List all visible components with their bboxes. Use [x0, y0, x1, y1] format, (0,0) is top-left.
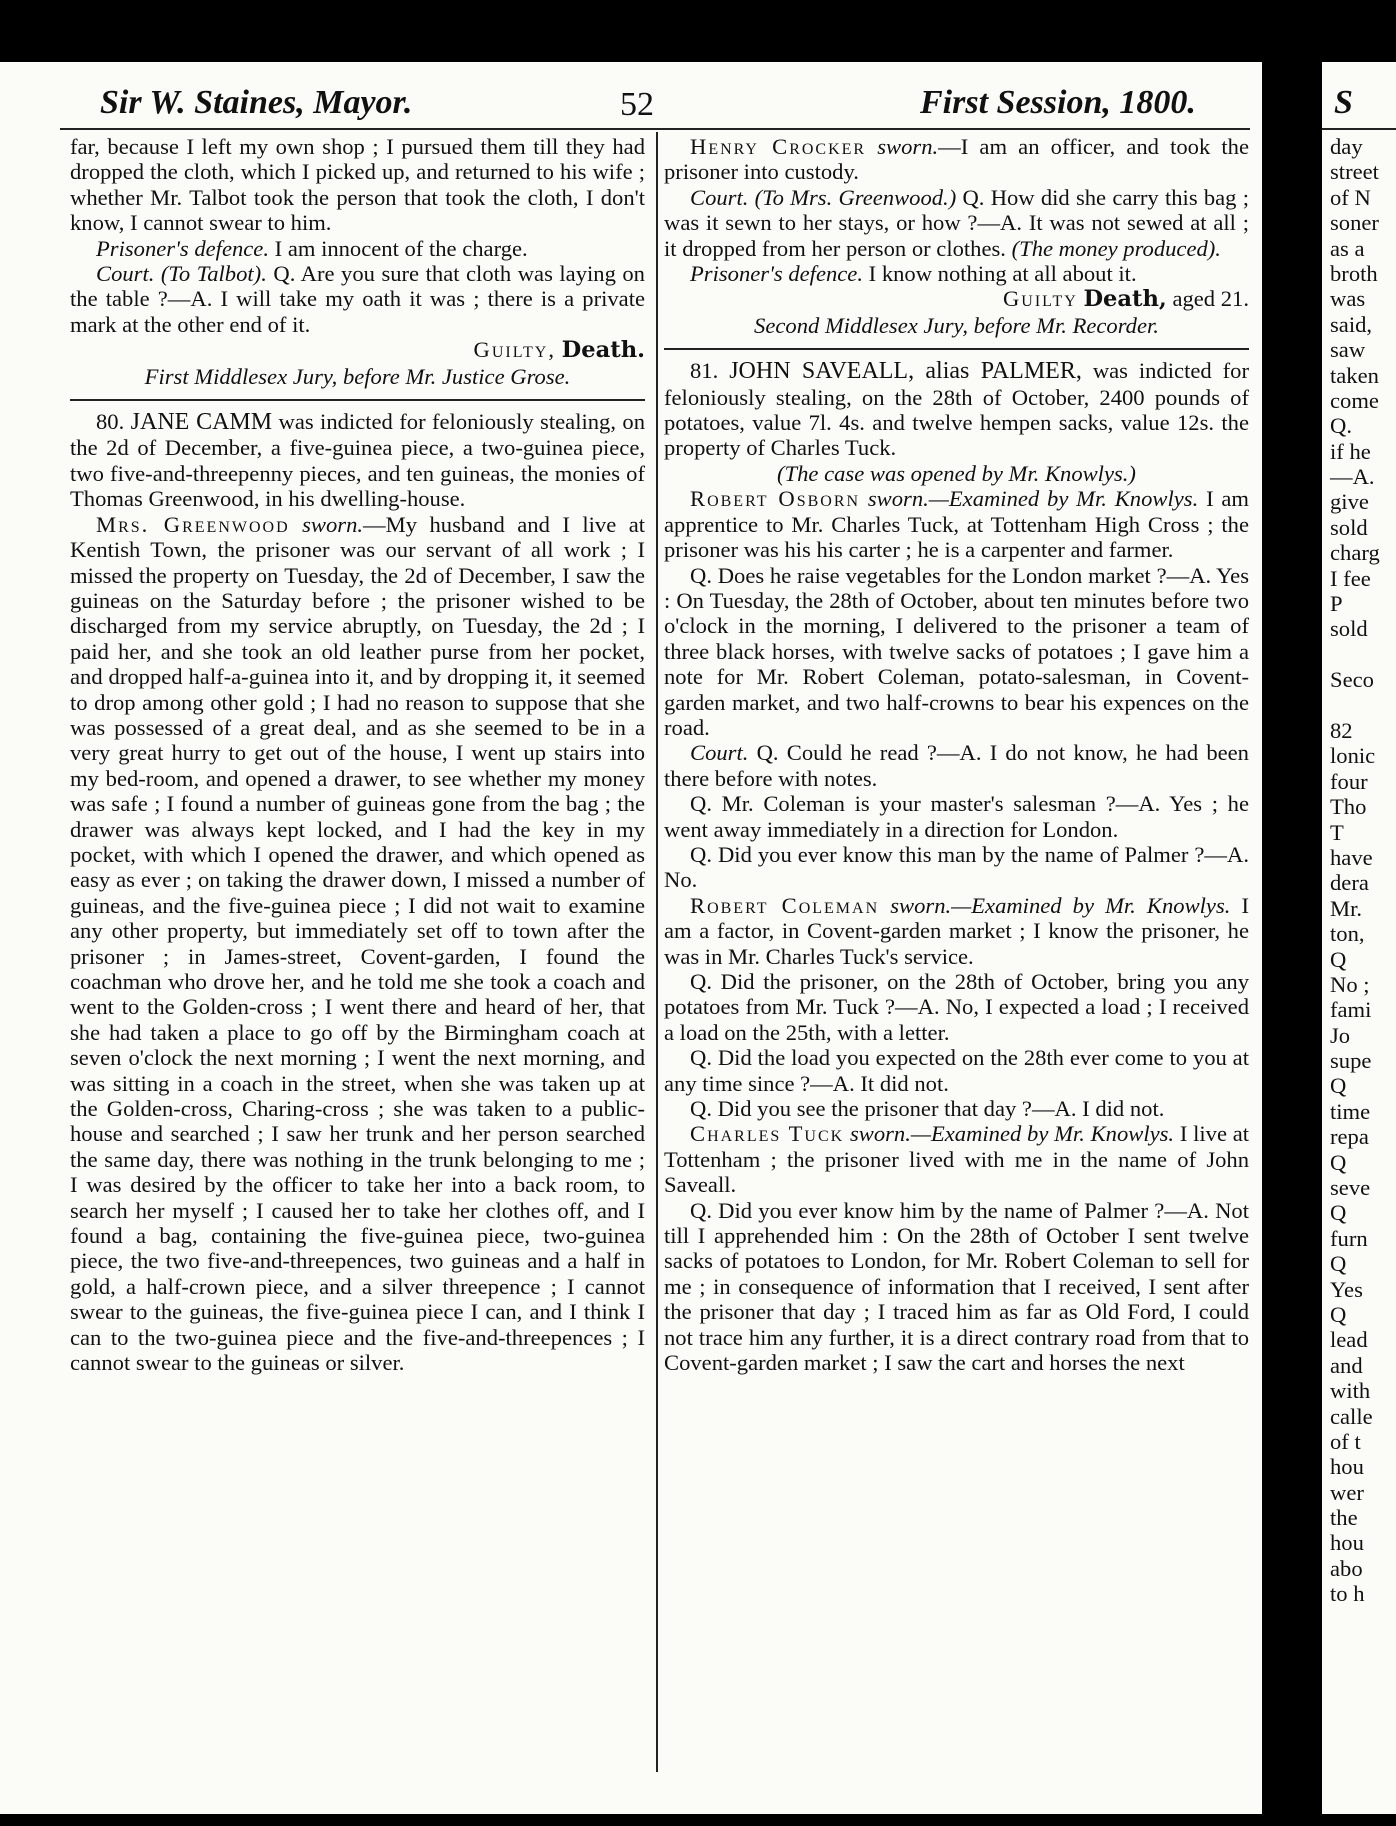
fragment-line: to h	[1330, 1581, 1365, 1607]
question-3: Q. Mr. Coleman is your master's salesman ?—A. Yes ; he went away immediately in a direction for London.	[664, 791, 1249, 842]
sworn-label: sworn.—Examined by Mr. Knowlys.	[890, 892, 1231, 918]
sworn-label: sworn.—Examined by Mr. Knowlys.	[867, 486, 1199, 512]
fragment-line: hou	[1330, 1530, 1364, 1556]
case-number: 80.	[96, 409, 125, 435]
fragment-line: said,	[1330, 311, 1373, 337]
page-gutter	[1262, 62, 1322, 1814]
paragraph: far, because I left my own shop ; I pursued them till they had dropped the cloth, which I picked up, and returned to his wife ; whether Mr. Talbot took the person that took the cloth, I don't know, I cannot swear to him.	[70, 134, 645, 236]
fragment-line: Q	[1330, 1200, 1347, 1226]
court-paragraph	[70, 261, 645, 337]
fragment-line: was	[1330, 286, 1366, 312]
case-81	[664, 358, 1249, 461]
question-4: Q. Did you ever know this man by the name of Palmer ?—A. No.	[664, 841, 1249, 893]
fragment-line: I fee	[1330, 565, 1371, 591]
header-mayor: Sir W. Staines, Mayor.	[100, 84, 413, 121]
fragment-line: the	[1330, 1505, 1358, 1531]
court-paragraph	[664, 185, 1249, 261]
tuck-paragraph	[664, 1121, 1249, 1197]
fragment-line: sold	[1330, 616, 1368, 642]
witness-name: Charles Tuck	[690, 1121, 845, 1147]
testimony-text: I live at Tottenham ; the prisoner lived with me in the name of John Saveall.	[664, 1121, 1250, 1198]
case-text: was indicted for feloniously stealing, on the 2d of December, a five-guinea piece, a two-guinea piece, two five-and-threepenny pieces, and ten guineas, the monies of Thomas Greenwood, in his dwelling-house.	[70, 409, 645, 512]
court-label: Court.	[690, 740, 749, 766]
verdict-sentence: Death.	[561, 337, 645, 364]
fragment-line: calle	[1330, 1403, 1373, 1429]
fragment-line: Yes	[1330, 1276, 1363, 1302]
next-page-sliver	[1322, 62, 1396, 1814]
question-2	[664, 740, 1249, 791]
fragment-line: furn	[1330, 1225, 1368, 1251]
defence-label: Prisoner's defence.	[96, 235, 269, 261]
fragment-line: Seco	[1330, 667, 1374, 693]
testimony-text: I am apprentice to Mr. Charles Tuck, at Tottenham High Cross ; the prisoner was his his carter ; he is a carpenter and farmer.	[664, 486, 1250, 563]
defence-text: I am innocent of the charge.	[274, 235, 528, 261]
section-rule	[664, 348, 1249, 350]
fragment-line: wer	[1330, 1479, 1364, 1505]
fragment-line: Q	[1330, 1301, 1347, 1327]
fragment-line: Q.	[1330, 413, 1352, 439]
witness-name: Robert Coleman	[690, 892, 880, 918]
fragment-line: time	[1330, 1098, 1371, 1124]
book-page	[0, 62, 1396, 1814]
defendant-name: JOHN SAVEALL, alias PALMER,	[729, 358, 1082, 385]
fragment-line: lonic	[1330, 743, 1376, 769]
sworn-label: sworn.	[302, 511, 364, 537]
defence-text: I know nothing at all about it.	[868, 261, 1137, 287]
fragment-line: seve	[1330, 1175, 1371, 1201]
fragment-line: lead	[1330, 1327, 1368, 1353]
case-number: 81.	[690, 358, 719, 384]
fragment-line: of N	[1330, 184, 1371, 210]
verdict-line	[70, 337, 645, 363]
fragment-line: if he	[1330, 438, 1371, 464]
fragment-line: ton,	[1330, 921, 1365, 947]
fragment-line: fami	[1330, 997, 1372, 1023]
fragment-line: Jo	[1330, 1022, 1351, 1048]
fragment-line: as a	[1330, 235, 1365, 261]
court-text: Q. How did she carry this bag ; was it sewn to her stays, or how ?—A. It was not sewed at all ; it dropped from her person or clothes.	[664, 184, 1249, 261]
fragment-line: Q	[1330, 1073, 1347, 1099]
running-header	[60, 84, 1250, 128]
fragment-line: hou	[1330, 1454, 1364, 1480]
fragment-line: with	[1330, 1378, 1371, 1404]
next-page-rule	[1322, 128, 1396, 130]
sworn-label: sworn.—Examined by Mr. Knowlys.	[849, 1121, 1175, 1147]
fragment-line: street	[1330, 159, 1379, 185]
question-8: Q. Did you ever know him by the name of Palmer ?—A. Not till I apprehended him : On the 28th of October I sent twelve sacks of potatoes to London, for Mr. Robert Coleman to sell for me ; in consequence of information that I received, I sent after the prisoner that day ; I traced him as far as Old Ford, I could not trace him any further, it is a direct contrary road from that to Covent-garden market ; I saw the cart and horses the next	[664, 1197, 1249, 1376]
osborn-paragraph	[664, 486, 1249, 562]
fragment-line: supe	[1330, 1048, 1372, 1074]
verdict-word: Guilty,	[473, 337, 556, 363]
fragment-line: and	[1330, 1352, 1363, 1378]
fragment-line: 82	[1330, 717, 1353, 743]
column-divider	[656, 132, 658, 1772]
fragment-line: dera	[1330, 870, 1369, 896]
crocker-paragraph	[664, 134, 1249, 185]
fragment-line: T	[1330, 819, 1344, 845]
witness-testimony	[70, 512, 645, 1376]
fragment-line: P	[1330, 591, 1343, 617]
fragment-line: Tho	[1330, 794, 1367, 820]
fragment-line: —A.	[1330, 464, 1375, 490]
header-rule	[60, 128, 1250, 130]
column-left	[70, 134, 645, 1376]
case-80	[70, 409, 645, 512]
case-opened: (The case was opened by Mr. Knowlys.)	[777, 460, 1136, 486]
money-note: (The money produced).	[1011, 235, 1221, 261]
fragment-line: Mr.	[1330, 895, 1363, 921]
verdict-age: aged 21.	[1172, 286, 1249, 312]
section-rule	[70, 399, 645, 401]
fragment-line: repa	[1330, 1124, 1369, 1150]
defence-line	[664, 261, 1249, 286]
header-session: First Session, 1800.	[920, 84, 1196, 121]
question-1: Q. Does he raise vegetables for the London market ?—A. Yes : On Tuesday, the 28th of October, about ten minutes before two o'clock in the morning, I delivered to the prisoner a team of three black horses, with twelve sacks of potatoes ; I gave him a note for Mr. Robert Coleman, potato-salesman, in Covent-garden market, and two half-crowns to bear his expences on the road.	[664, 562, 1249, 740]
jury-line: First Middlesex Jury, before Mr. Justice Grose.	[144, 363, 571, 389]
fragment-line: Q	[1330, 1251, 1347, 1277]
defendant-name: JANE CAMM	[130, 409, 273, 436]
fragment-line: Q	[1330, 1149, 1347, 1175]
column-middle	[664, 134, 1249, 1376]
next-page-fragments	[1330, 134, 1380, 1607]
jury-line: Second Middlesex Jury, before Mr. Recorder.	[754, 312, 1159, 338]
defence-label: Prisoner's defence.	[690, 261, 863, 287]
fragment-line: of t	[1330, 1428, 1361, 1454]
witness-name: Robert Osborn	[690, 486, 861, 512]
fragment-line: come	[1330, 387, 1379, 413]
witness-name: Henry Crocker	[690, 134, 867, 159]
next-page-header: S	[1334, 84, 1353, 121]
verdict-word: Guilty	[1002, 286, 1078, 312]
verdict-line	[664, 286, 1249, 312]
fragment-line: sold	[1330, 514, 1368, 540]
court-label: Court. (To Mrs. Greenwood.)	[690, 184, 957, 210]
sworn-label: sworn.	[877, 134, 939, 159]
fragment-line	[1330, 642, 1380, 667]
fragment-line: taken	[1330, 362, 1379, 388]
page-number: 52	[620, 86, 654, 123]
question-text: Q. Could he read ?—A. I do not know, he had been there before with notes.	[664, 740, 1249, 791]
fragment-line: abo	[1330, 1555, 1363, 1581]
defence-line	[70, 236, 645, 261]
case-text: was indicted for feloniously stealing, on the 28th of October, 2400 pounds of potatoes, value 7l. 4s. and twelve hempen sacks, value 12s. the property of Charles Tuck.	[664, 358, 1249, 461]
testimony-text: I am a factor, in Covent-garden market ; I know the prisoner, he was in Mr. Charles Tuck's service.	[664, 892, 1250, 969]
fragment-line: saw	[1330, 337, 1366, 363]
fragment-line: No ;	[1330, 971, 1370, 997]
witness-name: Mrs. Greenwood	[96, 511, 290, 537]
fragment-line: soner	[1330, 210, 1379, 236]
court-label: Court. (To Talbot).	[96, 261, 267, 287]
verdict-sentence: Death,	[1083, 286, 1167, 313]
testimony-text: —I am an officer, and took the prisoner into custody.	[664, 134, 1250, 185]
fragment-line: day	[1330, 134, 1363, 159]
court-text: Q. Are you sure that cloth was laying on the table ?—A. I will take my oath it was ; there is a private mark at the other end of it.	[70, 261, 645, 337]
fragment-line: broth	[1330, 260, 1378, 286]
fragment-line: charg	[1330, 540, 1380, 566]
question-7: Q. Did you see the prisoner that day ?—A. I did not.	[690, 1096, 1165, 1122]
fragment-line: Q	[1330, 946, 1347, 972]
fragment-line: have	[1330, 844, 1373, 870]
fragment-line: give	[1330, 489, 1369, 515]
fragment-line: four	[1330, 768, 1368, 794]
coleman-paragraph	[664, 893, 1249, 969]
fragment-line	[1330, 693, 1380, 718]
question-6: Q. Did the load you expected on the 28th ever come to you at any time since ?—A. It did not.	[664, 1045, 1249, 1096]
question-5: Q. Did the prisoner, on the 28th of October, bring you any potatoes from Mr. Tuck ?—A. No, I expected a load ; I received a load on the 25th, with a letter.	[664, 969, 1249, 1045]
testimony-text: —My husband and I live at Kentish Town, the prisoner was our servant of all work ; I missed the property on Tuesday, the 2d of December, I saw the guineas on the Saturday before ; the prisoner wished to be discharged from my service abruptly, on Tuesday, the 2d ; I paid her, and she took an old leather purse from her pocket, and dropped half-a-guinea into it, and by dropping it, it seemed to drop among other gold ; I had no reason to suppose that she was possessed of a great deal, and as she seemed to be in a very great hurry to get out of the house, I went up stairs into my bed-room, and opened a drawer, to see whether my money was safe ; I found a number of guineas gone from the bag ; the drawer was always kept locked, and I had the key in my pocket, with which I opened the drawer, and which opened as easy as ever ; on taking the drawer down, I missed a number of guineas, and the five-guinea piece ; I did not wait to examine any other property, but immediately set off to town after the prisoner ; in James-street, Covent-garden, I found the coachman who drove her, and he told me she took a coach and went to the Golden-cross ; I went there and heard of her, that she had taken a place to go off by the Birmingham coach at seven o'clock the next morning ; I went the next morning, and was sitting in a coach in the street, when she was taken up at the Golden-cross, Charing-cross ; she was taken to a public-house and searched ; I saw her trunk and her person searched the same day, there was nothing in the trunk belonging to me ; I was desired by the officer to take her into a back room, to search her myself ; I caused her to take her clothes off, and I found a bag, containing the five-guinea piece, two-guinea piece, the two five-and-threepences, two guineas and a half in gold, a half-crown piece, and a silver threepence ; I cannot swear to the guineas, the five-guinea piece I can, and I think I can to the two-guinea piece and the five-and-threepences ; I cannot swear to the guineas or silver.	[70, 511, 646, 1376]
